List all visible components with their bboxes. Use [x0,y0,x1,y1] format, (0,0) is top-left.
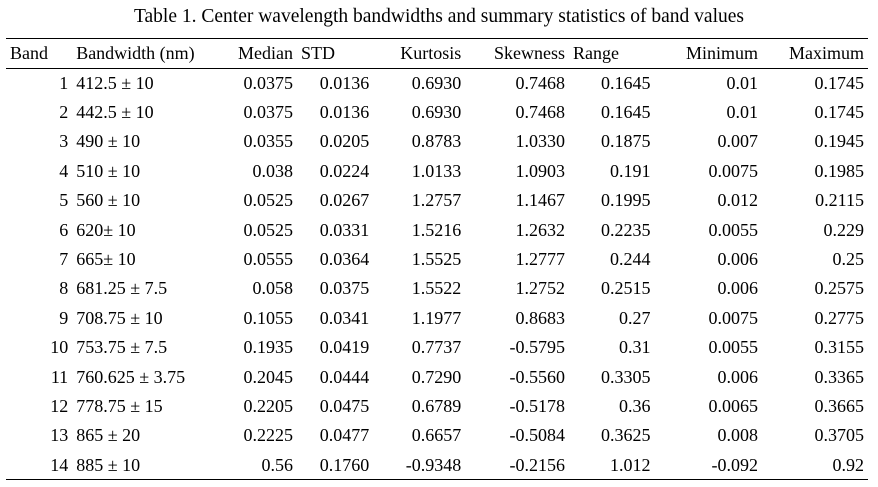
cell-kurtosis: 1.5216 [411,219,462,240]
header-skewness: Skewness [465,39,569,69]
table-row [6,333,868,362]
cell-range: 0.1645 [600,72,651,93]
cell-band: 4 [59,160,69,181]
cell-skewness: 0.7468 [515,72,565,93]
cell-band: 5 [59,190,69,211]
cell-band: 11 [50,366,69,387]
cell-kurtosis: 0.6930 [411,102,462,123]
cell-range: 0.244 [609,249,651,270]
cell-range: 0.1995 [600,190,651,211]
cell-bandwidth: 708.75 ± 10 [76,307,163,328]
table-row [6,127,868,156]
cell-bandwidth: 681.25 ± 7.5 [76,278,168,299]
cell-kurtosis: 0.6657 [411,425,462,446]
table-header [6,39,868,69]
cell-minimum: 0.0065 [708,395,758,416]
cell-minimum: 0.008 [717,425,758,446]
cell-median: 0.0555 [243,249,293,270]
cell-skewness: -0.5084 [509,425,565,446]
cell-range: 0.2235 [600,219,651,240]
header-band: Band [6,39,72,69]
cell-range: 0.27 [618,307,651,328]
cell-bandwidth: 885 ± 10 [72,451,227,480]
cell-band: 10 [50,337,69,358]
table-row [6,186,868,215]
cell-band: 9 [59,307,69,328]
cell-kurtosis: 0.6930 [411,72,462,93]
cell-band: 8 [59,278,69,299]
table-row [6,304,868,333]
cell-std: 0.1760 [297,451,373,480]
cell-std: 0.0267 [319,190,370,211]
cell-maximum: 0.1985 [814,160,864,181]
table-row [6,215,868,244]
cell-range: 0.191 [609,160,651,181]
cell-minimum: 0.006 [717,278,758,299]
cell-bandwidth: 490 ± 10 [76,131,141,152]
cell-maximum: 0.92 [762,451,868,480]
cell-std: 0.0375 [319,278,370,299]
cell-maximum: 0.3705 [814,425,864,446]
cell-band: 1 [59,72,69,93]
cell-median: 0.0355 [243,131,293,152]
header-range: Range [569,39,654,69]
table-row [6,245,868,274]
cell-bandwidth: 753.75 ± 7.5 [76,337,168,358]
cell-kurtosis: -0.9348 [373,451,465,480]
cell-std: 0.0475 [319,395,370,416]
cell-median: 0.038 [252,160,293,181]
cell-median: 0.1935 [243,337,293,358]
cell-median: 0.0525 [243,190,293,211]
cell-range: 1.012 [569,451,654,480]
header-minimum: Minimum [654,39,762,69]
cell-minimum: 0.01 [726,72,758,93]
cell-median: 0.1055 [243,307,293,328]
cell-kurtosis: 0.7737 [411,337,462,358]
cell-kurtosis: 0.6789 [411,395,462,416]
cell-std: 0.0331 [319,219,370,240]
table-body [6,69,868,480]
cell-skewness: -0.5178 [509,395,565,416]
cell-kurtosis: 0.7290 [411,366,462,387]
cell-bandwidth: 778.75 ± 15 [76,395,163,416]
cell-median: 0.2225 [243,425,293,446]
cell-maximum: 0.3155 [814,337,864,358]
table-row [6,274,868,303]
header-maximum: Maximum [762,39,868,69]
cell-minimum: 0.007 [717,131,758,152]
cell-std: 0.0205 [319,131,370,152]
header-std: STD [297,39,373,69]
cell-band: 6 [59,219,69,240]
table-row [6,157,868,186]
cell-band: 2 [59,102,69,123]
cell-kurtosis: 1.5522 [411,278,462,299]
cell-skewness: 1.2632 [515,219,565,240]
cell-range: 0.3305 [600,366,651,387]
cell-skewness: 1.0330 [515,131,565,152]
cell-range: 0.1875 [600,131,651,152]
cell-skewness: 1.0903 [515,160,565,181]
cell-minimum: 0.0075 [708,160,758,181]
cell-skewness: 0.7468 [515,102,565,123]
cell-skewness: 1.1467 [515,190,565,211]
cell-bandwidth: 442.5 ± 10 [76,102,154,123]
cell-minimum: 0.0055 [708,219,758,240]
cell-band: 14 [6,451,72,480]
cell-std: 0.0224 [319,160,370,181]
table-caption: Table 1. Center wavelength bandwidths and summary statistics of band values [133,6,745,27]
cell-maximum: 0.3665 [814,395,864,416]
cell-median: 0.2045 [243,366,293,387]
cell-band: 7 [59,249,69,270]
cell-bandwidth: 510 ± 10 [76,160,141,181]
cell-kurtosis: 1.2757 [411,190,462,211]
cell-bandwidth: 412.5 ± 10 [76,72,154,93]
cell-std: 0.0136 [319,72,370,93]
cell-bandwidth: 760.625 ± 3.75 [76,366,186,387]
cell-minimum: 0.006 [717,366,758,387]
cell-bandwidth: 620± 10 [76,219,136,240]
header-row [6,39,868,69]
cell-minimum: 0.012 [717,190,758,211]
cell-skewness: 1.2777 [515,249,565,270]
cell-band: 12 [50,395,69,416]
cell-range: 0.36 [618,395,651,416]
cell-skewness: 0.8683 [515,307,565,328]
cell-maximum: 0.2775 [814,307,864,328]
cell-std: 0.0477 [319,425,370,446]
cell-maximum: 0.1745 [814,72,864,93]
cell-std: 0.0136 [319,102,370,123]
cell-median: 0.2205 [243,395,293,416]
table-row [6,69,868,98]
cell-maximum: 0.1745 [814,102,864,123]
cell-maximum: 0.229 [823,219,864,240]
cell-skewness: -0.5795 [509,337,565,358]
cell-std: 0.0341 [319,307,370,328]
cell-minimum: 0.01 [726,102,758,123]
cell-std: 0.0419 [319,337,370,358]
cell-minimum: -0.092 [654,451,762,480]
cell-median: 0.56 [228,451,297,480]
cell-range: 0.3625 [600,425,651,446]
cell-range: 0.31 [618,337,651,358]
cell-maximum: 0.2115 [815,190,864,211]
cell-minimum: 0.0055 [708,337,758,358]
table-row [6,98,868,127]
table-row [6,421,868,450]
cell-kurtosis: 0.8783 [411,131,462,152]
cell-minimum: 0.0075 [708,307,758,328]
cell-kurtosis: 1.5525 [411,249,462,270]
cell-median: 0.058 [252,278,293,299]
cell-bandwidth: 665± 10 [76,249,136,270]
cell-range: 0.2515 [600,278,651,299]
table-row [6,362,868,391]
cell-maximum: 0.1945 [814,131,864,152]
table-row [6,392,868,421]
cell-band: 3 [59,131,69,152]
cell-bandwidth: 865 ± 20 [76,425,141,446]
header-bandwidth: Bandwidth (nm) [72,39,227,69]
cell-median: 0.0375 [243,72,293,93]
header-kurtosis: Kurtosis [373,39,465,69]
band-statistics-table [6,38,868,480]
cell-median: 0.0525 [243,219,293,240]
cell-std: 0.0444 [319,366,370,387]
cell-skewness: -0.5560 [509,366,565,387]
cell-skewness: -0.2156 [465,451,569,480]
cell-maximum: 0.3365 [814,366,864,387]
cell-kurtosis: 1.1977 [411,307,462,328]
cell-median: 0.0375 [243,102,293,123]
cell-skewness: 1.2752 [515,278,565,299]
cell-maximum: 0.2575 [814,278,864,299]
header-median: Median [228,39,297,69]
cell-bandwidth: 560 ± 10 [76,190,141,211]
table-row [6,451,868,480]
cell-range: 0.1645 [600,102,651,123]
cell-kurtosis: 1.0133 [411,160,462,181]
cell-std: 0.0364 [319,249,370,270]
cell-band: 13 [50,425,69,446]
cell-maximum: 0.25 [832,249,864,270]
cell-minimum: 0.006 [717,249,758,270]
